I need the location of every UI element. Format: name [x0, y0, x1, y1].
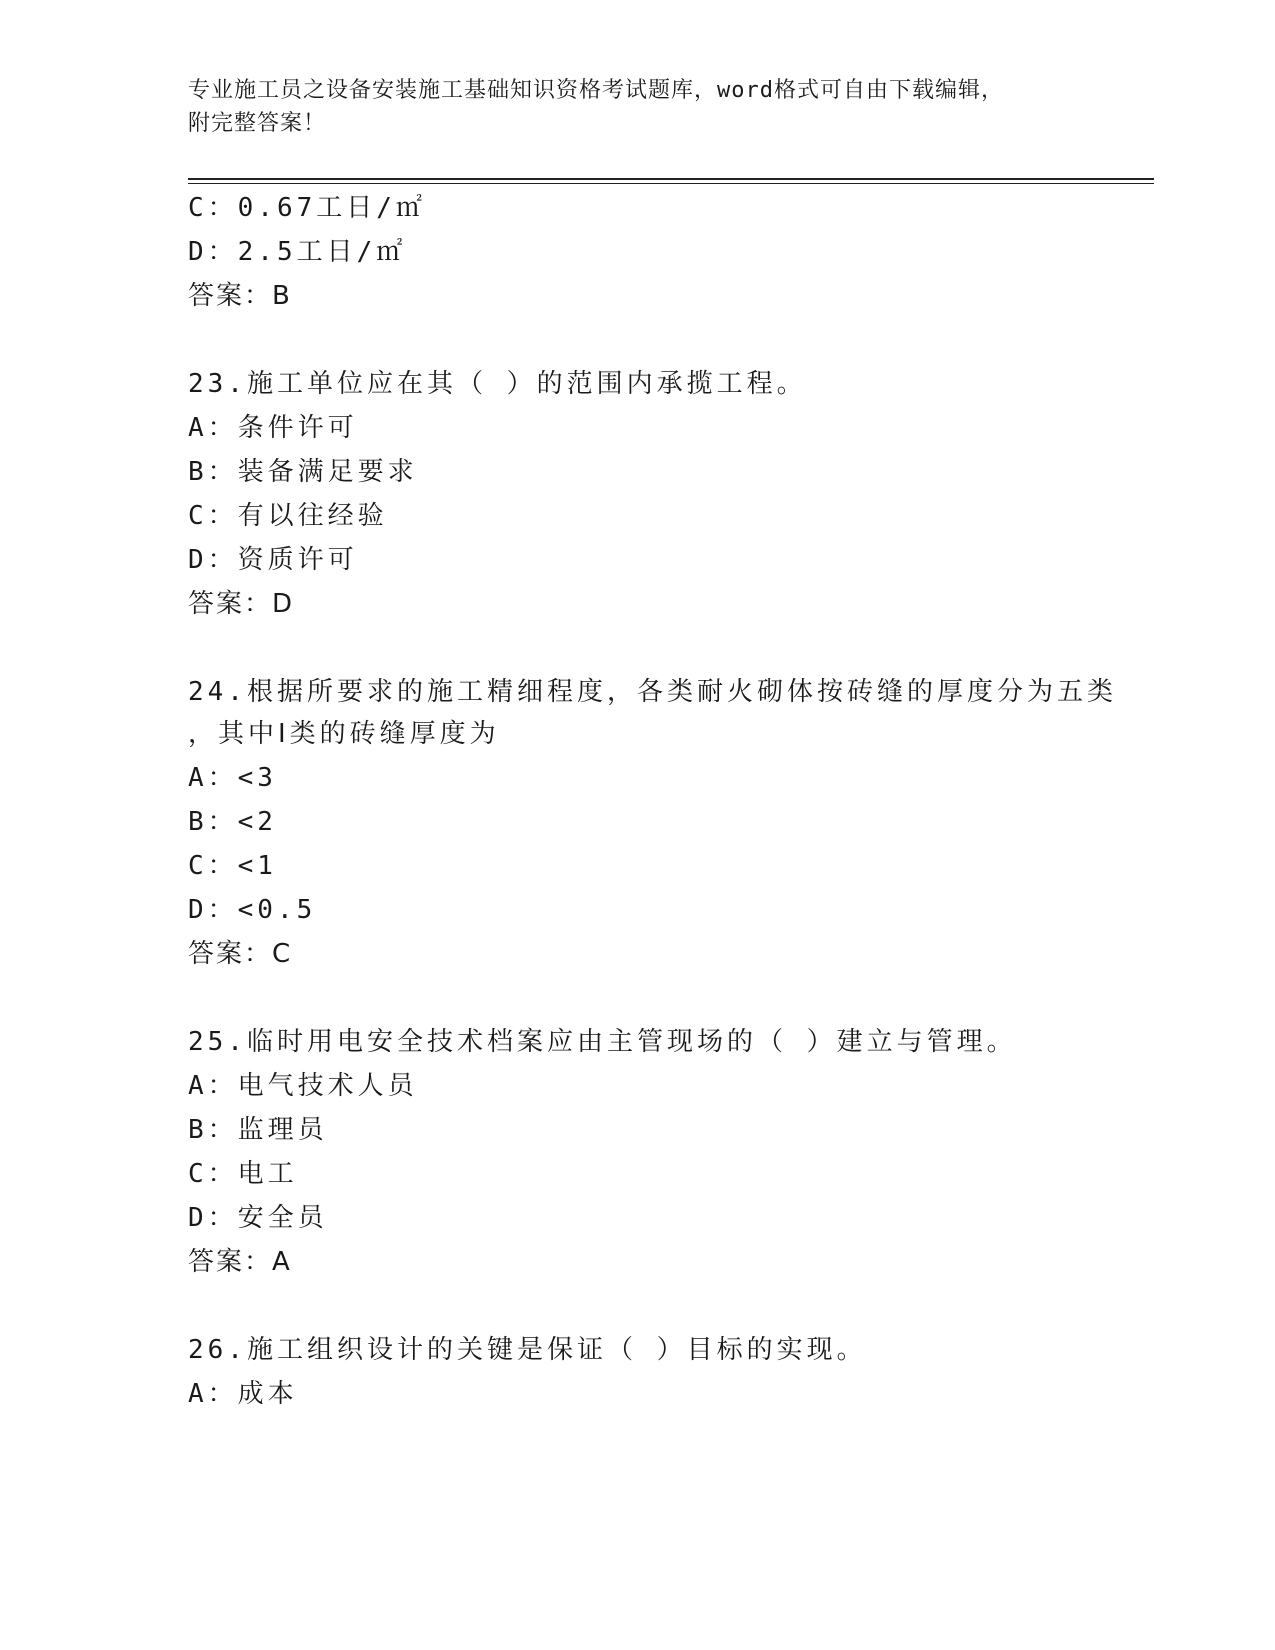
q24-option-c: C：<1 [188, 851, 277, 881]
q23-option-c: C：有以往经验 [188, 501, 388, 531]
q23-option-d: D：资质许可 [188, 545, 358, 575]
q24-answer: 答案：C [188, 939, 293, 969]
q24-option-a: A：<3 [188, 763, 277, 793]
header-line-2: 附完整答案！ [188, 111, 327, 136]
q26-question: 26.施工组织设计的关键是保证（ ）目标的实现。 [188, 1335, 867, 1365]
q25-answer: 答案：A [188, 1247, 292, 1277]
header-line-1: 专业施工员之设备安装施工基础知识资格考试题库，word格式可自由下载编辑， [188, 78, 1004, 103]
q25-option-a: A：电气技术人员 [188, 1071, 418, 1101]
document-header [188, 74, 1088, 140]
prev-option-d: D：2.5工日/㎡ [188, 237, 407, 267]
prev-answer: 答案：B [188, 281, 292, 311]
q23-option-b: B：装备满足要求 [188, 457, 418, 487]
q24-option-b: B：<2 [188, 807, 277, 837]
q24-question-line-2: ，其中Ⅰ类的砖缝厚度为 [188, 719, 500, 749]
q26-option-a: A：成本 [188, 1379, 298, 1409]
header-divider-thin [188, 183, 1154, 184]
q25-question: 25.临时用电安全技术档案应由主管现场的（ ）建立与管理。 [188, 1027, 1017, 1057]
q23-question: 23.施工单位应在其（ ）的范围内承揽工程。 [188, 369, 807, 399]
q25-option-c: C：电工 [188, 1159, 298, 1189]
q24-question-line-1: 24.根据所要求的施工精细程度，各类耐火砌体按砖缝的厚度分为五类 [188, 677, 1117, 707]
q25-option-d: D：安全员 [188, 1203, 328, 1233]
prev-option-c: C：0.67工日/㎡ [188, 193, 426, 223]
q23-answer: 答案：D [188, 589, 295, 619]
q23-option-a: A：条件许可 [188, 413, 358, 443]
header-divider-thick [188, 178, 1154, 180]
q25-option-b: B：监理员 [188, 1115, 328, 1145]
q24-option-d: D：<0.5 [188, 895, 317, 925]
